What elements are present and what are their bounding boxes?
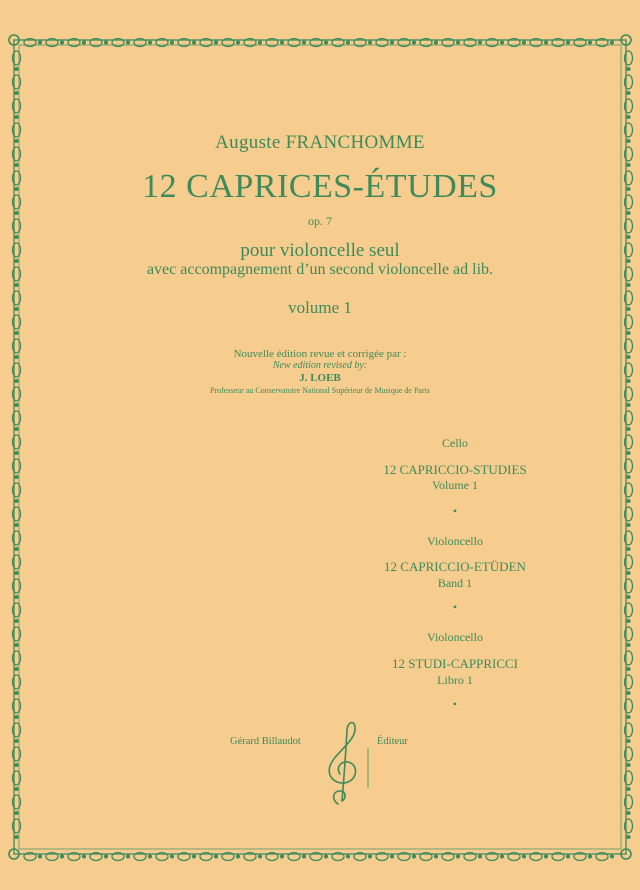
border-ornament	[627, 668, 630, 671]
border-ornament	[347, 855, 350, 858]
border-ornament	[15, 68, 18, 71]
border-ornament	[391, 41, 394, 44]
border-ornament	[15, 236, 18, 239]
border-ornament	[15, 836, 18, 839]
border-ornament	[435, 855, 438, 858]
border-ornament	[15, 284, 18, 287]
volume-de: Band 1	[437, 576, 473, 590]
border-ornament	[627, 68, 630, 71]
border-ornament	[627, 596, 630, 599]
title-it: 12 STUDI-CAPPRICCI	[391, 656, 519, 671]
border-ornament	[237, 41, 240, 44]
border-ornament	[15, 404, 18, 407]
border-ornament	[627, 548, 630, 551]
instrumentation-line: pour violoncelle seul	[240, 240, 400, 261]
border-ornament	[611, 855, 614, 858]
border-ornament	[627, 404, 630, 407]
instrument-it: Violoncello	[427, 630, 483, 644]
border-ornament	[281, 855, 284, 858]
volume-it: Libro 1	[437, 673, 473, 687]
border-ornament	[627, 284, 630, 287]
border-ornament	[15, 476, 18, 479]
border-ornament	[15, 740, 18, 743]
bullet-de: •	[452, 600, 458, 614]
work-title: 12 CAPRICES-ÉTUDES	[142, 168, 498, 205]
border-ornament	[501, 41, 504, 44]
border-ornament	[15, 716, 18, 719]
border-ornament	[15, 572, 18, 575]
border-ornament	[627, 572, 630, 575]
border-ornament	[15, 500, 18, 503]
border-ornament	[39, 855, 42, 858]
border-ornament	[627, 692, 630, 695]
border-ornament	[627, 716, 630, 719]
border-ornament	[171, 41, 174, 44]
border-ornament	[589, 41, 592, 44]
border-ornament	[627, 164, 630, 167]
border-ornament	[627, 500, 630, 503]
border-ornament	[457, 41, 460, 44]
border-ornament	[567, 855, 570, 858]
border-ornament	[303, 41, 306, 44]
border-ornament	[15, 620, 18, 623]
border-ornament	[627, 332, 630, 335]
border-ornament	[627, 236, 630, 239]
border-ornament	[347, 41, 350, 44]
edition-note-en: New edition revised by:	[272, 360, 368, 371]
border-ornament	[627, 812, 630, 815]
treble-clef-icon	[316, 718, 376, 808]
volume-en: Volume 1	[431, 478, 479, 492]
border-ornament	[325, 855, 328, 858]
instrument-de: Violoncello	[427, 534, 483, 548]
border-ornament	[501, 855, 504, 858]
publisher-role: Éditeur	[377, 736, 408, 747]
bullet-it: •	[452, 697, 458, 711]
border-ornament	[627, 452, 630, 455]
edition-note-fr: Nouvelle édition revue et corrigée par :	[233, 348, 407, 360]
border-ornament	[627, 116, 630, 119]
border-ornament	[237, 855, 240, 858]
border-ornament	[15, 812, 18, 815]
border-ornament	[15, 428, 18, 431]
border-ornament	[105, 41, 108, 44]
title-en: 12 CAPRICCIO-STUDIES	[383, 462, 527, 477]
border-ornament	[149, 41, 152, 44]
border-ornament	[83, 855, 86, 858]
border-ornament	[15, 644, 18, 647]
border-ornament	[171, 855, 174, 858]
border-ornament	[15, 764, 18, 767]
border-ornament	[545, 855, 548, 858]
border-ornament	[215, 855, 218, 858]
border-ornament	[193, 855, 196, 858]
border-ornament	[127, 855, 130, 858]
border-ornament	[61, 41, 64, 44]
volume-label: volume 1	[288, 298, 352, 317]
border-ornament	[369, 855, 372, 858]
border-ornament	[567, 41, 570, 44]
border-ornament	[369, 41, 372, 44]
border-ornament	[523, 855, 526, 858]
border-ornament	[627, 476, 630, 479]
border-ornament	[545, 41, 548, 44]
border-ornament	[15, 164, 18, 167]
border-ornament	[627, 620, 630, 623]
bullet-en: •	[452, 504, 458, 518]
border-ornament	[15, 788, 18, 791]
border-ornament	[39, 41, 42, 44]
border-ornament	[15, 92, 18, 95]
border-ornament	[281, 41, 284, 44]
border-ornament	[627, 788, 630, 791]
instrument-en: Cello	[442, 436, 468, 450]
border-ornament	[15, 524, 18, 527]
border-ornament	[15, 548, 18, 551]
border-ornament	[61, 855, 64, 858]
border-ornament	[611, 41, 614, 44]
border-ornament	[193, 41, 196, 44]
border-ornament	[303, 855, 306, 858]
border-ornament	[589, 855, 592, 858]
border-ornament	[15, 332, 18, 335]
border-ornament	[325, 41, 328, 44]
border-ornament	[215, 41, 218, 44]
border-ornament	[627, 740, 630, 743]
border-ornament	[523, 41, 526, 44]
border-ornament	[413, 855, 416, 858]
border-ornament	[127, 41, 130, 44]
border-ornament	[627, 428, 630, 431]
border-ornament	[149, 855, 152, 858]
border-ornament	[627, 92, 630, 95]
border-ornament	[413, 41, 416, 44]
opus-number: op. 7	[308, 214, 332, 228]
title-de: 12 CAPRICCIO-ETÜDEN	[384, 559, 526, 574]
border-ornament	[15, 452, 18, 455]
border-ornament	[15, 692, 18, 695]
border-ornament	[479, 41, 482, 44]
border-ornament	[15, 596, 18, 599]
border-ornament	[15, 668, 18, 671]
border-ornament	[105, 855, 108, 858]
border-ornament	[259, 855, 262, 858]
border-ornament	[457, 855, 460, 858]
editor-title: Professeur au Conservatoire National Supérieur de Musique de Paris	[210, 386, 430, 395]
border-ornament	[391, 855, 394, 858]
border-ornament	[259, 41, 262, 44]
border-ornament	[83, 41, 86, 44]
composer-name: Auguste FRANCHOMME	[215, 132, 425, 153]
border-ornament	[627, 836, 630, 839]
accompaniment-line: avec accompagnement d’un second violoncelle ad lib.	[146, 261, 494, 278]
border-ornament	[627, 764, 630, 767]
editor-name: J. LOEB	[299, 372, 341, 384]
publisher-name: Gérard Billaudot	[230, 736, 301, 747]
border-ornament	[627, 644, 630, 647]
border-ornament	[627, 524, 630, 527]
border-ornament	[435, 41, 438, 44]
border-ornament	[479, 855, 482, 858]
border-ornament	[15, 116, 18, 119]
